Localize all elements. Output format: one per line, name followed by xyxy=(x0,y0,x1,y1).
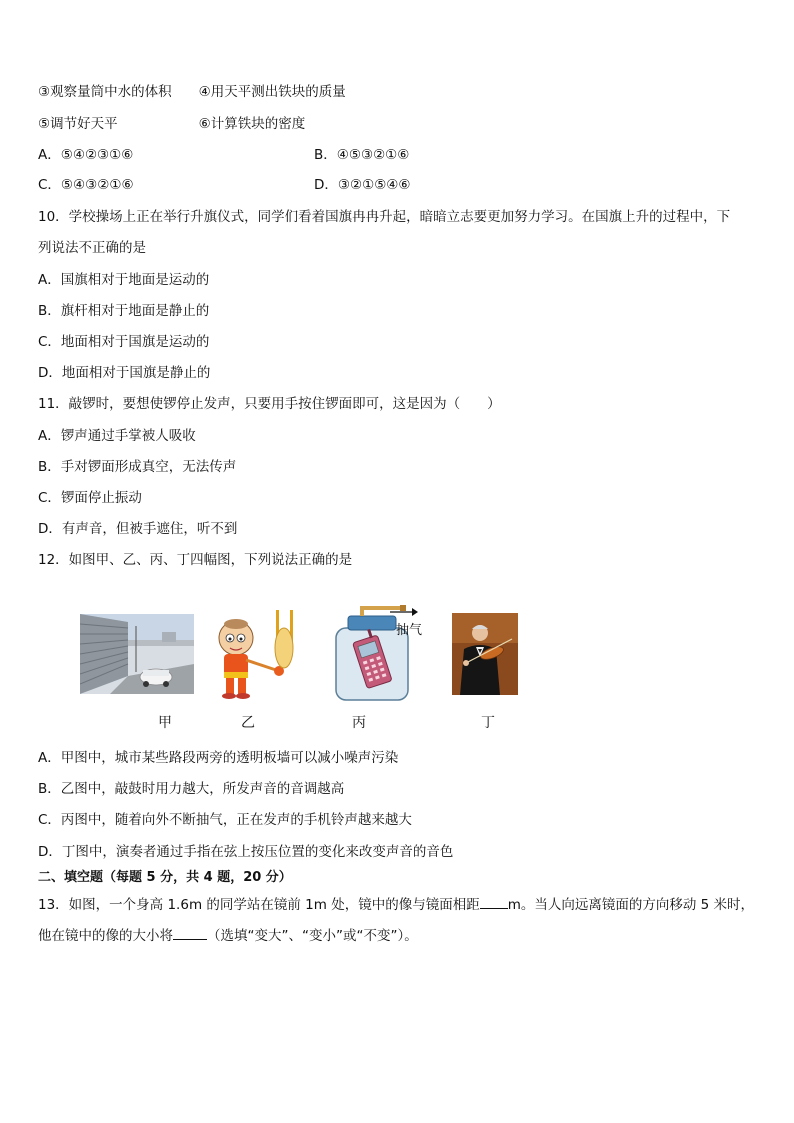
figure-ding-caption: 丁 xyxy=(481,715,495,731)
q13-line-1 xyxy=(38,896,754,914)
q12-option-a: A．甲图中，城市某些路段两旁的透明板墙可以减小噪声污染 xyxy=(38,750,399,766)
q9-step-line-2: ⑤调节好天平 ⑥计算铁块的密度 xyxy=(38,116,306,132)
q10-stem-line-1: 10．学校操场上正在举行升旗仪式，同学们看着国旗冉冉升起，暗暗立志要更加努力学习。在国旗上升的过程中，下 xyxy=(38,209,731,225)
q10-stem-line-2: 列说法不正确的是 xyxy=(38,240,146,256)
q13-line-1-text-a: 13．如图，一个身高 1.6m 的同学站在镜前 1m 处，镜中的像与镜面相距 xyxy=(38,897,480,913)
q9-option-a: A．⑤④②③①⑥ xyxy=(38,147,134,163)
q13-line-2-text-b: （选填“变大”、“变小”或“不变”）。 xyxy=(207,928,418,944)
q11-option-b: B．手对锣面形成真空，无法传声 xyxy=(38,459,237,475)
q9-step-line-1: ③观察量筒中水的体积 ④用天平测出铁块的质量 xyxy=(38,84,346,100)
q13-blank-2[interactable] xyxy=(173,927,207,940)
q11-option-a: A．锣声通过手掌被人吸收 xyxy=(38,428,196,444)
figure-jia-caption: 甲 xyxy=(158,715,172,731)
q11-stem: 11．敲锣时，要想使锣停止发声，只要用手按住锣面即可，这是因为（ ） xyxy=(38,396,501,412)
q13-line-2-text-a: 他在镜中的像的大小将 xyxy=(38,928,173,944)
figure-yi-child-striking-drum xyxy=(206,608,304,702)
q12-option-d: D．丁图中，演奏者通过手指在弦上按压位置的变化来改变声音的音色 xyxy=(38,844,454,860)
q12-option-c: C．丙图中，随着向外不断抽气，正在发声的手机铃声越来越大 xyxy=(38,812,412,828)
q12-option-b: B．乙图中，敲鼓时用力越大，所发声音的音调越高 xyxy=(38,781,345,797)
q9-option-c: C．⑤④③②①⑥ xyxy=(38,177,134,193)
q13-line-2 xyxy=(38,927,418,945)
q9-option-b: B．④⑤③②①⑥ xyxy=(314,147,410,163)
q13-blank-1[interactable] xyxy=(480,896,508,909)
q12-stem: 12．如图甲、乙、丙、丁四幅图，下列说法正确的是 xyxy=(38,552,353,568)
q10-option-d: D．地面相对于国旗是静止的 xyxy=(38,365,211,381)
q10-option-c: C．地面相对于国旗是运动的 xyxy=(38,334,210,350)
figure-bing-caption: 丙 xyxy=(352,715,366,731)
q10-option-a: A．国旗相对于地面是运动的 xyxy=(38,272,210,288)
q11-option-d: D．有声音，但被手遮住，听不到 xyxy=(38,521,238,537)
figure-yi-caption: 乙 xyxy=(241,715,255,731)
q10-option-b: B．旗杆相对于地面是静止的 xyxy=(38,303,210,319)
pump-label: 抽气 xyxy=(396,623,423,638)
figure-ding-violinist xyxy=(452,613,518,695)
q13-line-1-text-b: m。当人向远离镜面的方向移动 5 米时， xyxy=(507,897,755,913)
q9-option-d: D．③②①⑤④⑥ xyxy=(314,177,411,193)
figure-jia-highway-barrier xyxy=(80,614,194,694)
q11-option-c: C．锣面停止振动 xyxy=(38,490,142,506)
section-2-title: 二、填空题（每题 5 分，共 4 题，20 分） xyxy=(38,870,292,885)
